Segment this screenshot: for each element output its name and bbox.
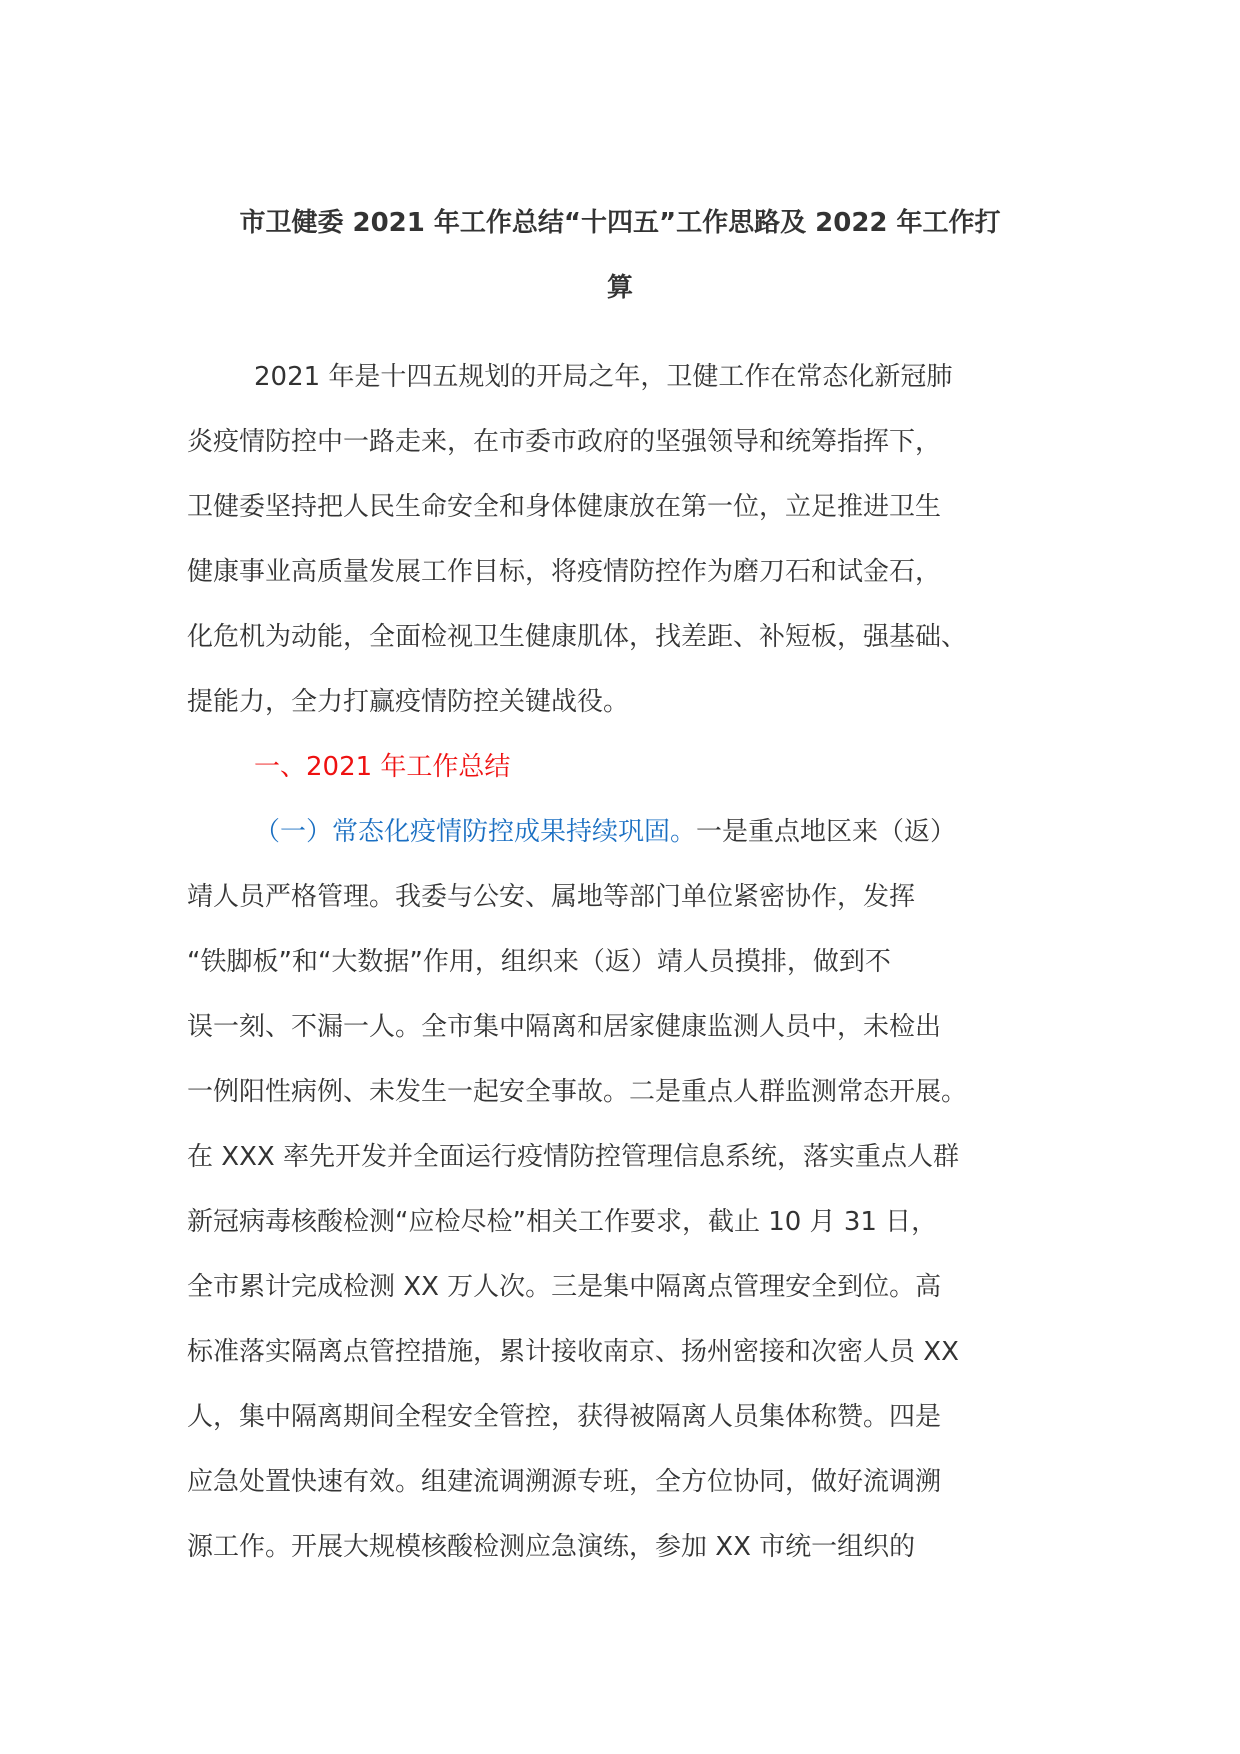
subsection-first-line-rest: 一是重点地区来（返） bbox=[696, 817, 957, 847]
intro-line: 化危机为动能，全面检视卫生健康肌体，找差距、补短板，强基础、 bbox=[187, 622, 968, 652]
intro-line: 卫健委坚持把人民生命安全和身体健康放在第一位，立足推进卫生 bbox=[187, 492, 942, 522]
subsection-line: 在 XXX 率先开发并全面运行疫情防控管理信息系统，落实重点人群 bbox=[187, 1142, 959, 1172]
subsection-line: 人，集中隔离期间全程安全管控，获得被隔离人员集体称赞。四是 bbox=[187, 1402, 942, 1432]
subsection-line: 源工作。开展大规模核酸检测应急演练，参加 XX 市统一组织的 bbox=[187, 1532, 916, 1562]
subsection-line: 全市累计完成检测 XX 万人次。三是集中隔离点管理安全到位。高 bbox=[187, 1272, 942, 1302]
intro-line: 健康事业高质量发展工作目标，将疫情防控作为磨刀石和试金石， bbox=[187, 557, 942, 587]
subsection-first-line bbox=[187, 800, 1067, 865]
intro-line: 提能力，全力打赢疫情防控关键战役。 bbox=[187, 687, 630, 717]
subsection-heading: （一）常态化疫情防控成果持续巩固。 bbox=[254, 817, 697, 847]
subsection-line: 新冠病毒核酸检测“应检尽检”相关工作要求，截止 10 月 31 日， bbox=[187, 1207, 938, 1237]
subsection-line: 一例阳性病例、未发生一起安全事故。二是重点人群监测常态开展。 bbox=[187, 1077, 968, 1107]
subsection-line: “铁脚板”和“大数据”作用，组织来（返）靖人员摸排，做到不 bbox=[187, 947, 891, 977]
subsection-line: 靖人员严格管理。我委与公安、属地等部门单位紧密协作，发挥 bbox=[187, 882, 916, 912]
title-line-1: 市卫健委 2021 年工作总结“十四五”工作思路及 2022 年工作打 bbox=[239, 208, 1001, 238]
title-line-2: 算 bbox=[606, 273, 633, 303]
document-title bbox=[180, 190, 1060, 320]
document-body bbox=[187, 345, 1067, 1580]
subsection-line: 标准落实隔离点管控措施，累计接收南京、扬州密接和次密人员 XX bbox=[187, 1337, 959, 1367]
intro-line: 炎疫情防控中一路走来，在市委市政府的坚强领导和统筹指挥下， bbox=[187, 427, 942, 457]
intro-line: 2021 年是十四五规划的开局之年，卫健工作在常态化新冠肺 bbox=[254, 362, 953, 392]
subsection-line: 误一刻、不漏一人。全市集中隔离和居家健康监测人员中，未检出 bbox=[187, 1012, 942, 1042]
subsection-line: 应急处置快速有效。组建流调溯源专班，全方位协同，做好流调溯 bbox=[187, 1467, 942, 1497]
section-heading: 一、2021 年工作总结 bbox=[254, 752, 511, 782]
